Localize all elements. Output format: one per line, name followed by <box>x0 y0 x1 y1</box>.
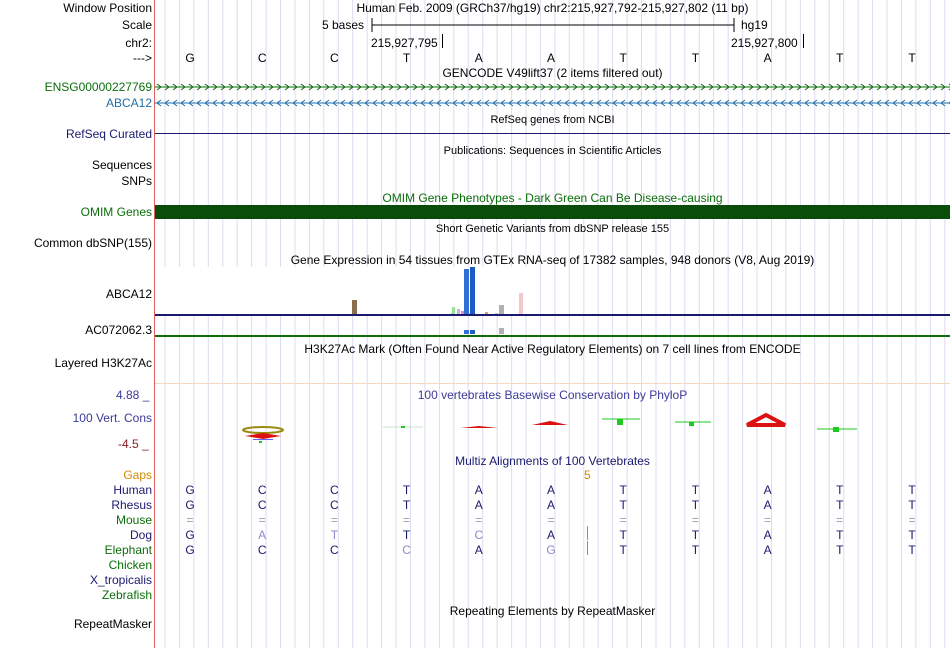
sequence-base: G <box>185 51 195 65</box>
alignment-base: T <box>691 498 700 512</box>
conservation-mark <box>460 426 498 428</box>
window-position-label: Window Position <box>63 1 152 15</box>
gtex-bar <box>499 305 504 315</box>
sequence-base: T <box>908 51 916 65</box>
multiz-track-title: Multiz Alignments of 100 Vertebrates <box>455 454 650 468</box>
species-label-elephant[interactable]: Elephant <box>104 543 152 557</box>
alignment-base: T <box>619 498 627 512</box>
refseq-label[interactable]: RefSeq Curated <box>65 127 152 141</box>
alignment-base: T <box>619 483 627 497</box>
phylop-conservation-plot[interactable] <box>155 405 950 445</box>
species-label-chicken[interactable]: Chicken <box>108 558 152 572</box>
alignment-base: C <box>402 543 411 557</box>
alignment-base: T <box>908 498 916 512</box>
alignment-base: A <box>474 543 483 557</box>
sequences-label[interactable]: Sequences <box>91 158 152 172</box>
alignment-base: A <box>546 528 555 542</box>
gtex-bar <box>352 300 357 315</box>
species-label-rhesus[interactable]: Rhesus <box>111 498 152 512</box>
ensg-gene-feature[interactable] <box>155 81 950 93</box>
alignment-base: T <box>836 528 844 542</box>
coord-left-tick <box>442 34 443 48</box>
alignment-base: T <box>908 483 916 497</box>
omim-track-title: OMIM Gene Phenotypes - Dark Green Can Be Disease-causing <box>382 191 723 205</box>
gtex-ac-label[interactable]: AC072062.3 <box>85 323 152 337</box>
alignment-base: A <box>546 498 555 512</box>
species-label-human[interactable]: Human <box>113 483 152 497</box>
alignment-base: T <box>619 528 627 542</box>
alignment-base: = <box>403 513 411 527</box>
refseq-feature-line[interactable] <box>155 133 950 134</box>
alignment-base: A <box>763 528 772 542</box>
omim-gene-bar[interactable] <box>155 205 950 219</box>
coord-right: 215,927,800 <box>731 36 798 50</box>
strand-arrow: ---> <box>133 51 152 65</box>
phylop-max: 4.88 _ <box>116 388 150 402</box>
gtex-bar <box>499 328 504 334</box>
alignment-base: = <box>258 513 266 527</box>
alignment-base: G <box>185 543 195 557</box>
sequence-base: T <box>691 51 700 65</box>
alignment-base: T <box>691 483 700 497</box>
elephant-gap-marker <box>587 541 588 555</box>
conservation-mark <box>253 439 273 440</box>
sequence-base: T <box>402 51 411 65</box>
alignment-base: C <box>330 483 339 497</box>
alignment-base: G <box>546 543 556 557</box>
abca12-gene-feature[interactable] <box>155 97 950 109</box>
alignment-base: = <box>836 513 844 527</box>
sequence-base: A <box>763 51 772 65</box>
species-label-x_tropicalis[interactable]: X_tropicalis <box>89 573 152 587</box>
sequence-base: A <box>546 51 555 65</box>
abca12-gene-label[interactable]: ABCA12 <box>105 96 152 110</box>
conservation-mark <box>833 427 839 432</box>
omim-label[interactable]: OMIM Genes <box>80 205 152 219</box>
alignment-base: = <box>691 513 699 527</box>
phylop-min: -4.5 _ <box>118 437 149 451</box>
alignment-base: = <box>186 513 194 527</box>
conservation-mark <box>689 422 694 426</box>
conservation-mark <box>243 427 283 433</box>
dbsnp-label[interactable]: Common dbSNP(155) <box>33 236 152 250</box>
species-label-mouse[interactable]: Mouse <box>115 513 152 527</box>
h3k27ac-baseline <box>155 383 950 384</box>
phylop-label[interactable]: 100 Vert. Cons <box>72 411 152 425</box>
gaps-label[interactable]: Gaps <box>123 468 152 482</box>
gtex-bar <box>519 293 523 315</box>
refseq-track-title: RefSeq genes from NCBI <box>490 114 615 126</box>
alignment-base: G <box>185 498 195 512</box>
alignment-base: A <box>474 498 483 512</box>
sequence-base: A <box>474 51 483 65</box>
alignment-base: C <box>330 498 339 512</box>
repeatmasker-label[interactable]: RepeatMasker <box>73 617 152 631</box>
alignment-base: A <box>546 483 555 497</box>
alignment-base: = <box>908 513 916 527</box>
alignment-base: A <box>763 483 772 497</box>
alignment-base: C <box>330 543 339 557</box>
window-position-text: Human Feb. 2009 (GRCh37/hg19) chr2:215,927,792-215,927,802 (11 bp) <box>356 1 749 15</box>
alignment-base: = <box>475 513 483 527</box>
alignment-base: = <box>619 513 627 527</box>
alignment-base: A <box>763 543 772 557</box>
gtex-bar <box>470 330 475 334</box>
alignment-base: T <box>619 543 627 557</box>
repeatmasker-track-title: Repeating Elements by RepeatMasker <box>449 604 656 618</box>
conservation-mark <box>401 426 405 428</box>
alignment-base: T <box>402 498 411 512</box>
gtex-bar <box>452 307 455 315</box>
ensg-gene-label[interactable]: ENSG00000227769 <box>44 80 152 94</box>
gtex-abca12-label[interactable]: ABCA12 <box>105 287 152 301</box>
dog-gap-marker <box>587 526 588 540</box>
species-label-zebrafish[interactable]: Zebrafish <box>101 588 152 602</box>
gap-count: 5 <box>584 468 591 482</box>
dbsnp-track-title: Short Genetic Variants from dbSNP release 155 <box>435 223 670 235</box>
gtex-bar <box>464 330 469 334</box>
scale-bases-text: 5 bases <box>322 18 365 32</box>
gtex-abca12-panel <box>155 267 535 315</box>
alignment-base: A <box>474 483 483 497</box>
gencode-track-title: GENCODE V49lift37 (2 items filtered out) <box>442 66 663 80</box>
alignment-base: = <box>330 513 338 527</box>
alignment-base: T <box>836 543 844 557</box>
alignment-base: T <box>691 528 700 542</box>
alignment-base: T <box>402 483 411 497</box>
sequence-base: C <box>257 51 267 65</box>
gtex-expression-chart[interactable] <box>155 267 950 339</box>
alignment-base: C <box>257 498 267 512</box>
alignment-base: A <box>763 498 772 512</box>
scale-label: Scale <box>121 18 152 32</box>
sequence-base: T <box>619 51 627 65</box>
h3k27ac-label[interactable]: Layered H3K27Ac <box>54 356 152 370</box>
coord-left: 215,927,795 <box>371 36 438 50</box>
conservation-mark <box>532 421 568 425</box>
coord-right-tick <box>803 34 804 48</box>
conservation-mark <box>245 433 281 439</box>
alignment-base: A <box>258 528 267 542</box>
alignment-base: T <box>908 528 916 542</box>
publications-track-title: Publications: Sequences in Scientific Articles <box>443 145 662 157</box>
alignment-base: T <box>402 528 411 542</box>
sequence-base: C <box>330 51 339 65</box>
alignment-base: G <box>185 528 195 542</box>
alignment-base: T <box>836 498 844 512</box>
conservation-mark <box>259 441 262 443</box>
alignment-base: C <box>257 543 267 557</box>
scale-bar <box>370 17 736 33</box>
h3k27ac-track-title: H3K27Ac Mark (Often Found Near Active Regulatory Elements) on 7 cell lines from ENCODE <box>304 342 801 356</box>
conservation-mark <box>617 419 623 425</box>
snps-label[interactable]: SNPs <box>121 174 152 188</box>
phylop-track-title: 100 vertebrates Basewise Conservation by PhyloP <box>417 388 688 402</box>
alignment-base: T <box>836 483 844 497</box>
chrom-label: chr2: <box>125 36 152 50</box>
alignment-base: = <box>547 513 555 527</box>
species-label-dog[interactable]: Dog <box>129 528 152 542</box>
alignment-base: T <box>691 543 700 557</box>
conservation-mark <box>747 415 785 425</box>
alignment-base: G <box>185 483 195 497</box>
alignment-base: C <box>257 483 267 497</box>
alignment-base: T <box>908 543 916 557</box>
gtex-track-title: Gene Expression in 54 tissues from GTEx RNA-seq of 17382 samples, 948 donors (V8, Aug 2019) <box>290 253 815 267</box>
gtex-bar <box>470 267 475 315</box>
sequence-base: T <box>836 51 844 65</box>
assembly-label: hg19 <box>741 18 768 32</box>
alignment-base: C <box>474 528 484 542</box>
alignment-base: = <box>764 513 772 527</box>
gtex-bar <box>464 269 469 315</box>
alignment-base: T <box>330 528 339 542</box>
